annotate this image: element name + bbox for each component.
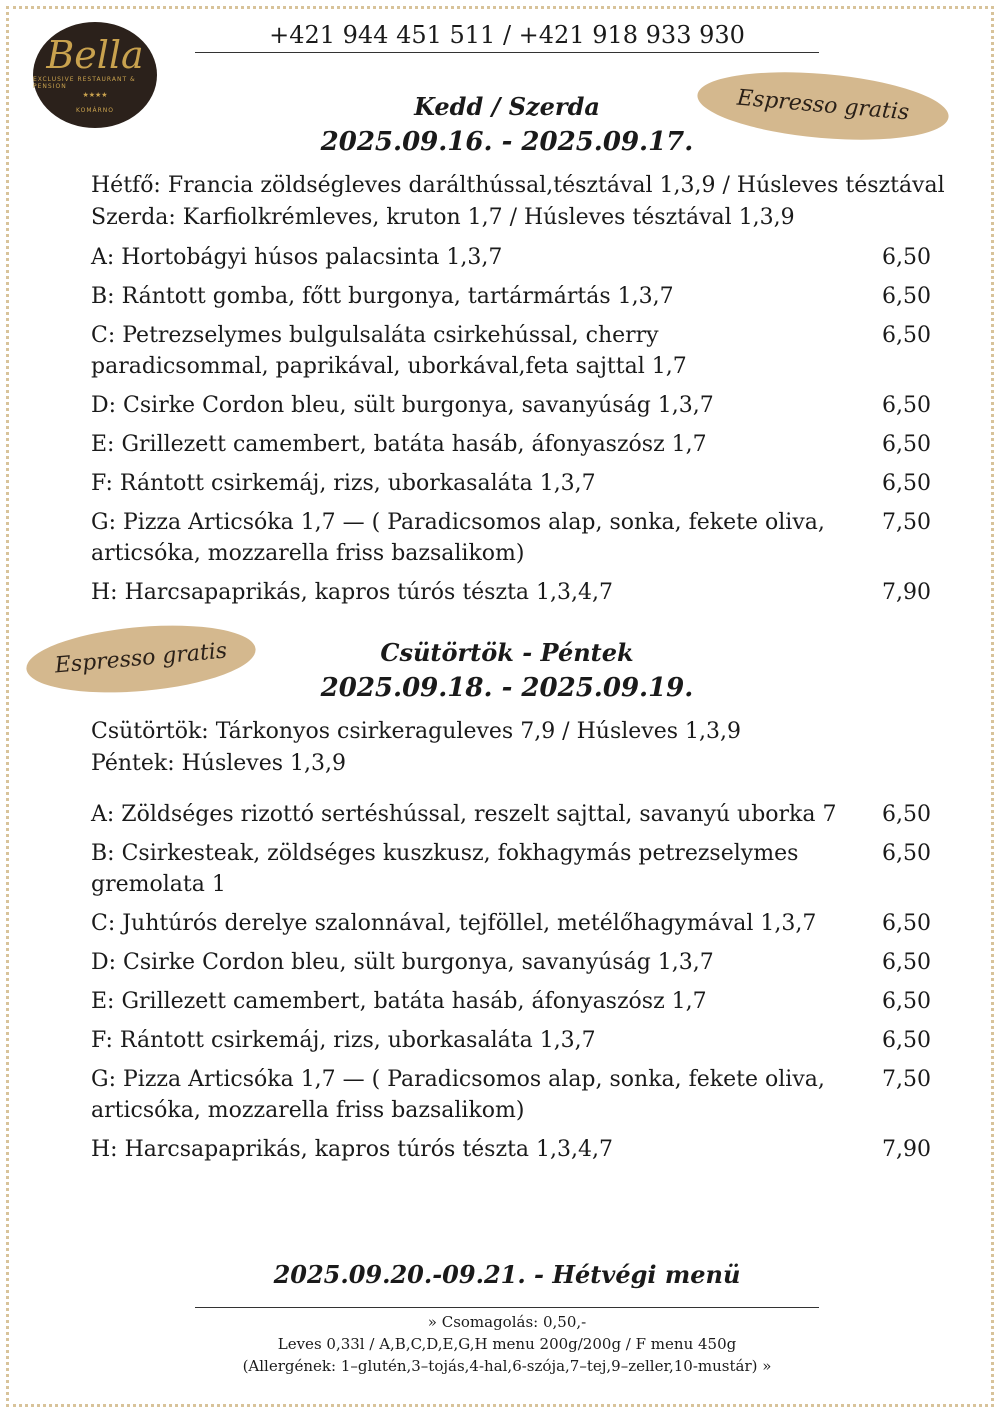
item-desc: E: Grillezett camembert, batáta hasáb, áfonyaszósz 1,7: [91, 989, 707, 1014]
espresso-badge-top: Espresso gratis: [695, 63, 952, 149]
menu-item: [91, 908, 931, 939]
soup-line: Szerda: Karfiolkrémleves, kruton 1,7 / Húsleves tésztával 1,3,9: [91, 205, 795, 230]
item-price: 6,50: [882, 802, 931, 827]
menu-item: [91, 1134, 931, 1165]
logo-subtitle: EXCLUSIVE RESTAURANT & PENSION: [33, 76, 136, 90]
menu-item: [91, 799, 931, 830]
item-desc: C: Petrezselymes bulgulsaláta csirkehússal, cherry paradicsommal, paprikával, uborkával,feta sajttal 1,7: [91, 323, 687, 379]
menu-item: [91, 1064, 931, 1126]
phone-numbers: +421 944 451 511 / +421 918 933 930: [195, 18, 819, 53]
week1-heading: [200, 90, 814, 160]
portion-note: Leves 0,33l / A,B,C,D,E,G,H menu 200g/200g / F menu 450g: [277, 1335, 737, 1353]
menu-item: [91, 320, 931, 382]
item-price: 7,50: [882, 1067, 931, 1092]
logo-script: Bella: [46, 33, 144, 77]
week1-soups: [91, 170, 996, 234]
item-desc: D: Csirke Cordon bleu, sült burgonya, savanyúság 1,3,7: [91, 950, 714, 975]
item-price: 7,90: [882, 580, 931, 605]
soup-line: Hétfő: Francia zöldségleves darálthússal,tésztával 1,3,9 / Húsleves tésztával: [91, 173, 945, 198]
week1-dates: 2025.09.16. - 2025.09.17.: [320, 127, 694, 157]
item-price: 6,50: [882, 1028, 931, 1053]
packaging-note: » Csomagolás: 0,50,-: [427, 1313, 587, 1331]
menu-item: [91, 577, 931, 608]
menu-item: [91, 507, 931, 569]
item-desc: H: Harcsapaprikás, kapros túrós tészta 1,3,4,7: [91, 580, 613, 605]
item-price: 7,90: [882, 1137, 931, 1162]
menu-item: [91, 468, 931, 499]
item-price: 6,50: [882, 393, 931, 418]
item-price: 6,50: [882, 911, 931, 936]
item-price: 6,50: [882, 950, 931, 975]
menu-item: [91, 838, 931, 900]
menu-item: [91, 986, 931, 1017]
item-desc: H: Harcsapaprikás, kapros túrós tészta 1,3,4,7: [91, 1137, 613, 1162]
allergen-note: (Allergének: 1–glutén,3–tojás,4-hal,6-szója,7–tej,9–zeller,10-mustár) »: [242, 1357, 772, 1375]
item-desc: A: Hortobágyi húsos palacsinta 1,3,7: [91, 245, 503, 270]
soup-line: Csütörtök: Tárkonyos csirkeraguleves 7,9 / Húsleves 1,3,9: [91, 719, 741, 744]
footer-notes: [195, 1307, 819, 1377]
item-desc: G: Pizza Articsóka 1,7 — ( Paradicsomos alap, sonka, fekete oliva, articsóka, mozzarella friss bazsalikom): [91, 1067, 825, 1123]
item-desc: C: Juhtúrós derelye szalonnával, tejföllel, metélőhagymával 1,3,7: [91, 911, 817, 936]
week2-days: Csütörtök - Péntek: [380, 638, 634, 667]
item-price: 6,50: [882, 841, 931, 866]
week2-dates: 2025.09.18. - 2025.09.19.: [320, 673, 694, 703]
item-price: 6,50: [882, 245, 931, 270]
menu-item: [91, 947, 931, 978]
item-desc: F: Rántott csirkemáj, rizs, uborkasaláta 1,3,7: [91, 1028, 596, 1053]
week1-days: Kedd / Szerda: [414, 92, 600, 121]
menu-item: [91, 429, 931, 460]
item-desc: A: Zöldséges rizottó sertéshússal, reszelt sajttal, savanyú uborka 7: [91, 802, 837, 827]
week2-soups: [91, 716, 996, 780]
bella-logo: [33, 22, 157, 128]
item-price: 6,50: [882, 989, 931, 1014]
item-desc: B: Rántott gomba, főtt burgonya, tartármártás 1,3,7: [91, 284, 674, 309]
weekend-menu-heading: 2025.09.20.-09.21. - Hétvégi menü: [273, 1260, 741, 1289]
item-price: 7,50: [882, 510, 931, 535]
logo-stars: ★★★★: [82, 91, 108, 99]
week1-menu-list: [91, 242, 931, 616]
item-price: 6,50: [882, 471, 931, 496]
item-desc: G: Pizza Articsóka 1,7 — ( Paradicsomos alap, sonka, fekete oliva, articsóka, mozzarella friss bazsalikom): [91, 510, 825, 566]
week2-heading: [200, 636, 814, 706]
item-price: 6,50: [882, 284, 931, 309]
item-desc: F: Rántott csirkemáj, rizs, uborkasaláta 1,3,7: [91, 471, 596, 496]
item-desc: B: Csirkesteak, zöldséges kuszkusz, fokhagymás petrezselymes gremolata 1: [91, 841, 799, 897]
item-desc: D: Csirke Cordon bleu, sült burgonya, savanyúság 1,3,7: [91, 393, 714, 418]
item-desc: E: Grillezett camembert, batáta hasáb, áfonyaszósz 1,7: [91, 432, 707, 457]
menu-item: [91, 1025, 931, 1056]
item-price: 6,50: [882, 432, 931, 457]
menu-item: [91, 281, 931, 312]
week2-menu-list: [91, 799, 931, 1173]
menu-item: [91, 242, 931, 273]
item-price: 6,50: [882, 323, 931, 348]
espresso-badge-middle: Espresso gratis: [24, 617, 259, 701]
logo-city: KOMÁRNO: [76, 107, 114, 114]
menu-item: [91, 390, 931, 421]
soup-line: Péntek: Húsleves 1,3,9: [91, 751, 347, 776]
